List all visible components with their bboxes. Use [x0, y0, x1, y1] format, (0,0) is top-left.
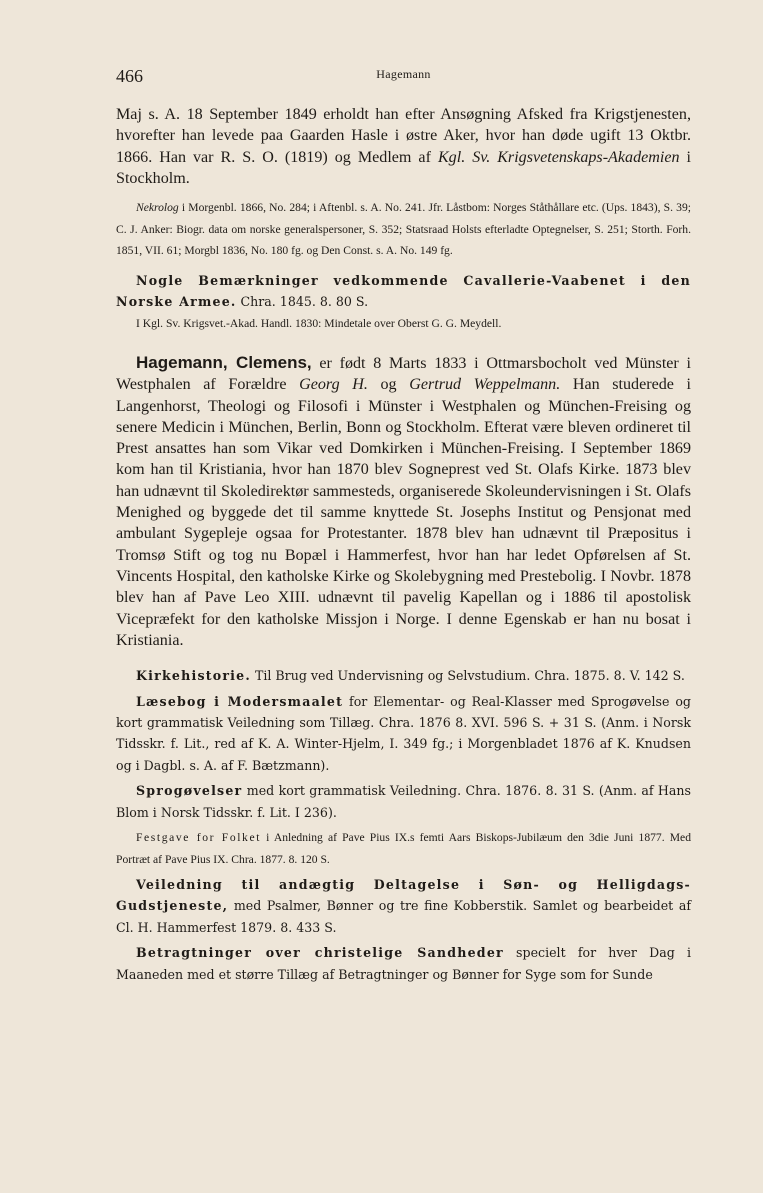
work-item: Betragtninger over christelige Sandheder specielt for hver Dag i Maaneden med et større Tillæg af Betragtninger og Bønner for Syge som for Sunde: [116, 945, 691, 982]
work-mindetale: I Kgl. Sv. Krigsvet.-Akad. Handl. 1830: Mindetale over Oberst G. G. Meydell.: [136, 316, 502, 330]
work-item: Festgave for Folket i Anledning af Pave Pius IX.s femti Aars Biskops-Jubilæum den 3die Juni 1877. Med Portræt af Pave Pius IX. Chra. 1877. 8. 120 S.: [116, 831, 691, 866]
work-item: Kirkehistorie. Til Brug ved Undervisning og Selvstudium. Chra. 1875. 8. V. 142 S.: [136, 668, 685, 684]
work-item: Sprogøvelser med kort grammatisk Veiledning. Chra. 1876. 8. 31 S. (Anm. af Hans Blom i Norsk Tidsskr. f. Lit. I 236).: [116, 783, 691, 820]
obituary-references: Nekrolog i Morgenbl. 1866, No. 284; i Aftenbl. s. A. No. 241. Jfr. Låstbom: Norges Ståthållare etc. (Ups. 1843), S. 39; C. J. Anker: Biogr. data om norske generalspersoner, S. 352; Statsraad Holsts efterladte Optegnelser, S. 251; Storth. Forh. 1851, VII. 61; Morgbl 1836, No. 180 fg. og Den Const. s. A. No. 149 fg.: [116, 201, 691, 258]
work-item: Veiledning til andægtig Deltagelse i Søn- og Helligdags-Gudstjeneste, med Psalmer, Bønner og tre fine Kobberstik. Samlet og bearbeidet af Cl. H. Hammerfest 1879. 8. 433 S.: [116, 877, 691, 935]
work-cavallerie: Nogle Bemærkninger vedkommende Cavallerie-Vaabenet i den Norske Armee. Chra. 1845. 8. 80 S.: [116, 272, 691, 310]
work-item: Læsebog i Modersmaalet for Elementar- og Real-Klasser med Sprogøvelse og kort grammatisk Veiledning som Tillæg. Chra. 1876 8. XVI. 596 S. + 31 S. (Anm. i Norsk Tidsskr. f. Lit., red af K. A. Winter-Hjelm, I. 349 fg.; i Morgenbladet 1876 af K. Knudsen og i Dagbl. s. A. af F. Bætzmann).: [116, 693, 691, 773]
prev-entry-paragraph: Maj s. A. 18 September 1849 erholdt han efter Ansøgning Afsked fra Krigstjenesten, hvorefter han levede paa Gaarden Hasle i østre Aker, hvor han døde ugift 13 Oktbr. 1866. Han var R. S. O. (1819) og Medlem af Kgl. Sv. Krigsvetenskaps-Akademien i Stockholm.: [116, 106, 692, 187]
page-number: 466: [116, 66, 143, 86]
page-header: [116, 0, 691, 104]
running-title: Hagemann: [376, 67, 431, 81]
entry-hagemann-clemens: Hagemann, Clemens, er født 8 Marts 1833 i Ottmarsbocholt ved Münster i Westphalen af Forældre Georg H. og Gertrud Weppelmann. Han studerede i Langenhorst, Theologi og Filosofi i Münster i Westphalen og München-Freising og senere Medicin i München, Berlin, Bonn og Stockholm. Efterat være bleven ordineret til Prest ansattes han som Vikar ved Domkirken i München-Freising. I September 1869 kom han til Kristiania, hvor han 1870 blev Sogneprest ved St. Olafs Kirke. 1873 blev han udnævnt til Skoledirektør sammesteds, organiserede Skoleundervisningen i St. Olafs Menighed og byggede det til samme knyttede St. Josephs Institut og Pensjonat med ambulant Sygepleje ogsaa for Protestanter. 1878 blev han udnævnt til Præpositus i Tromsø Stift og tog nu Bopæl i Hammerfest, hvor han har ledet Opførelsen af St. Vincents Hospital, den katholske Kirke og Skolebygning med Prestebolig. I Novbr. 1878 blev han af Pave Leo XIII. udnævnt til pavelig Kapellan og i 1886 til apostolisk Vicepræfekt for den katholske Missjon i Norge. I denne Egenskab er han nu bosat i Kristiania.: [116, 353, 691, 649]
works-list: [116, 665, 691, 985]
entry-name: Hagemann, Clemens,: [136, 353, 312, 372]
